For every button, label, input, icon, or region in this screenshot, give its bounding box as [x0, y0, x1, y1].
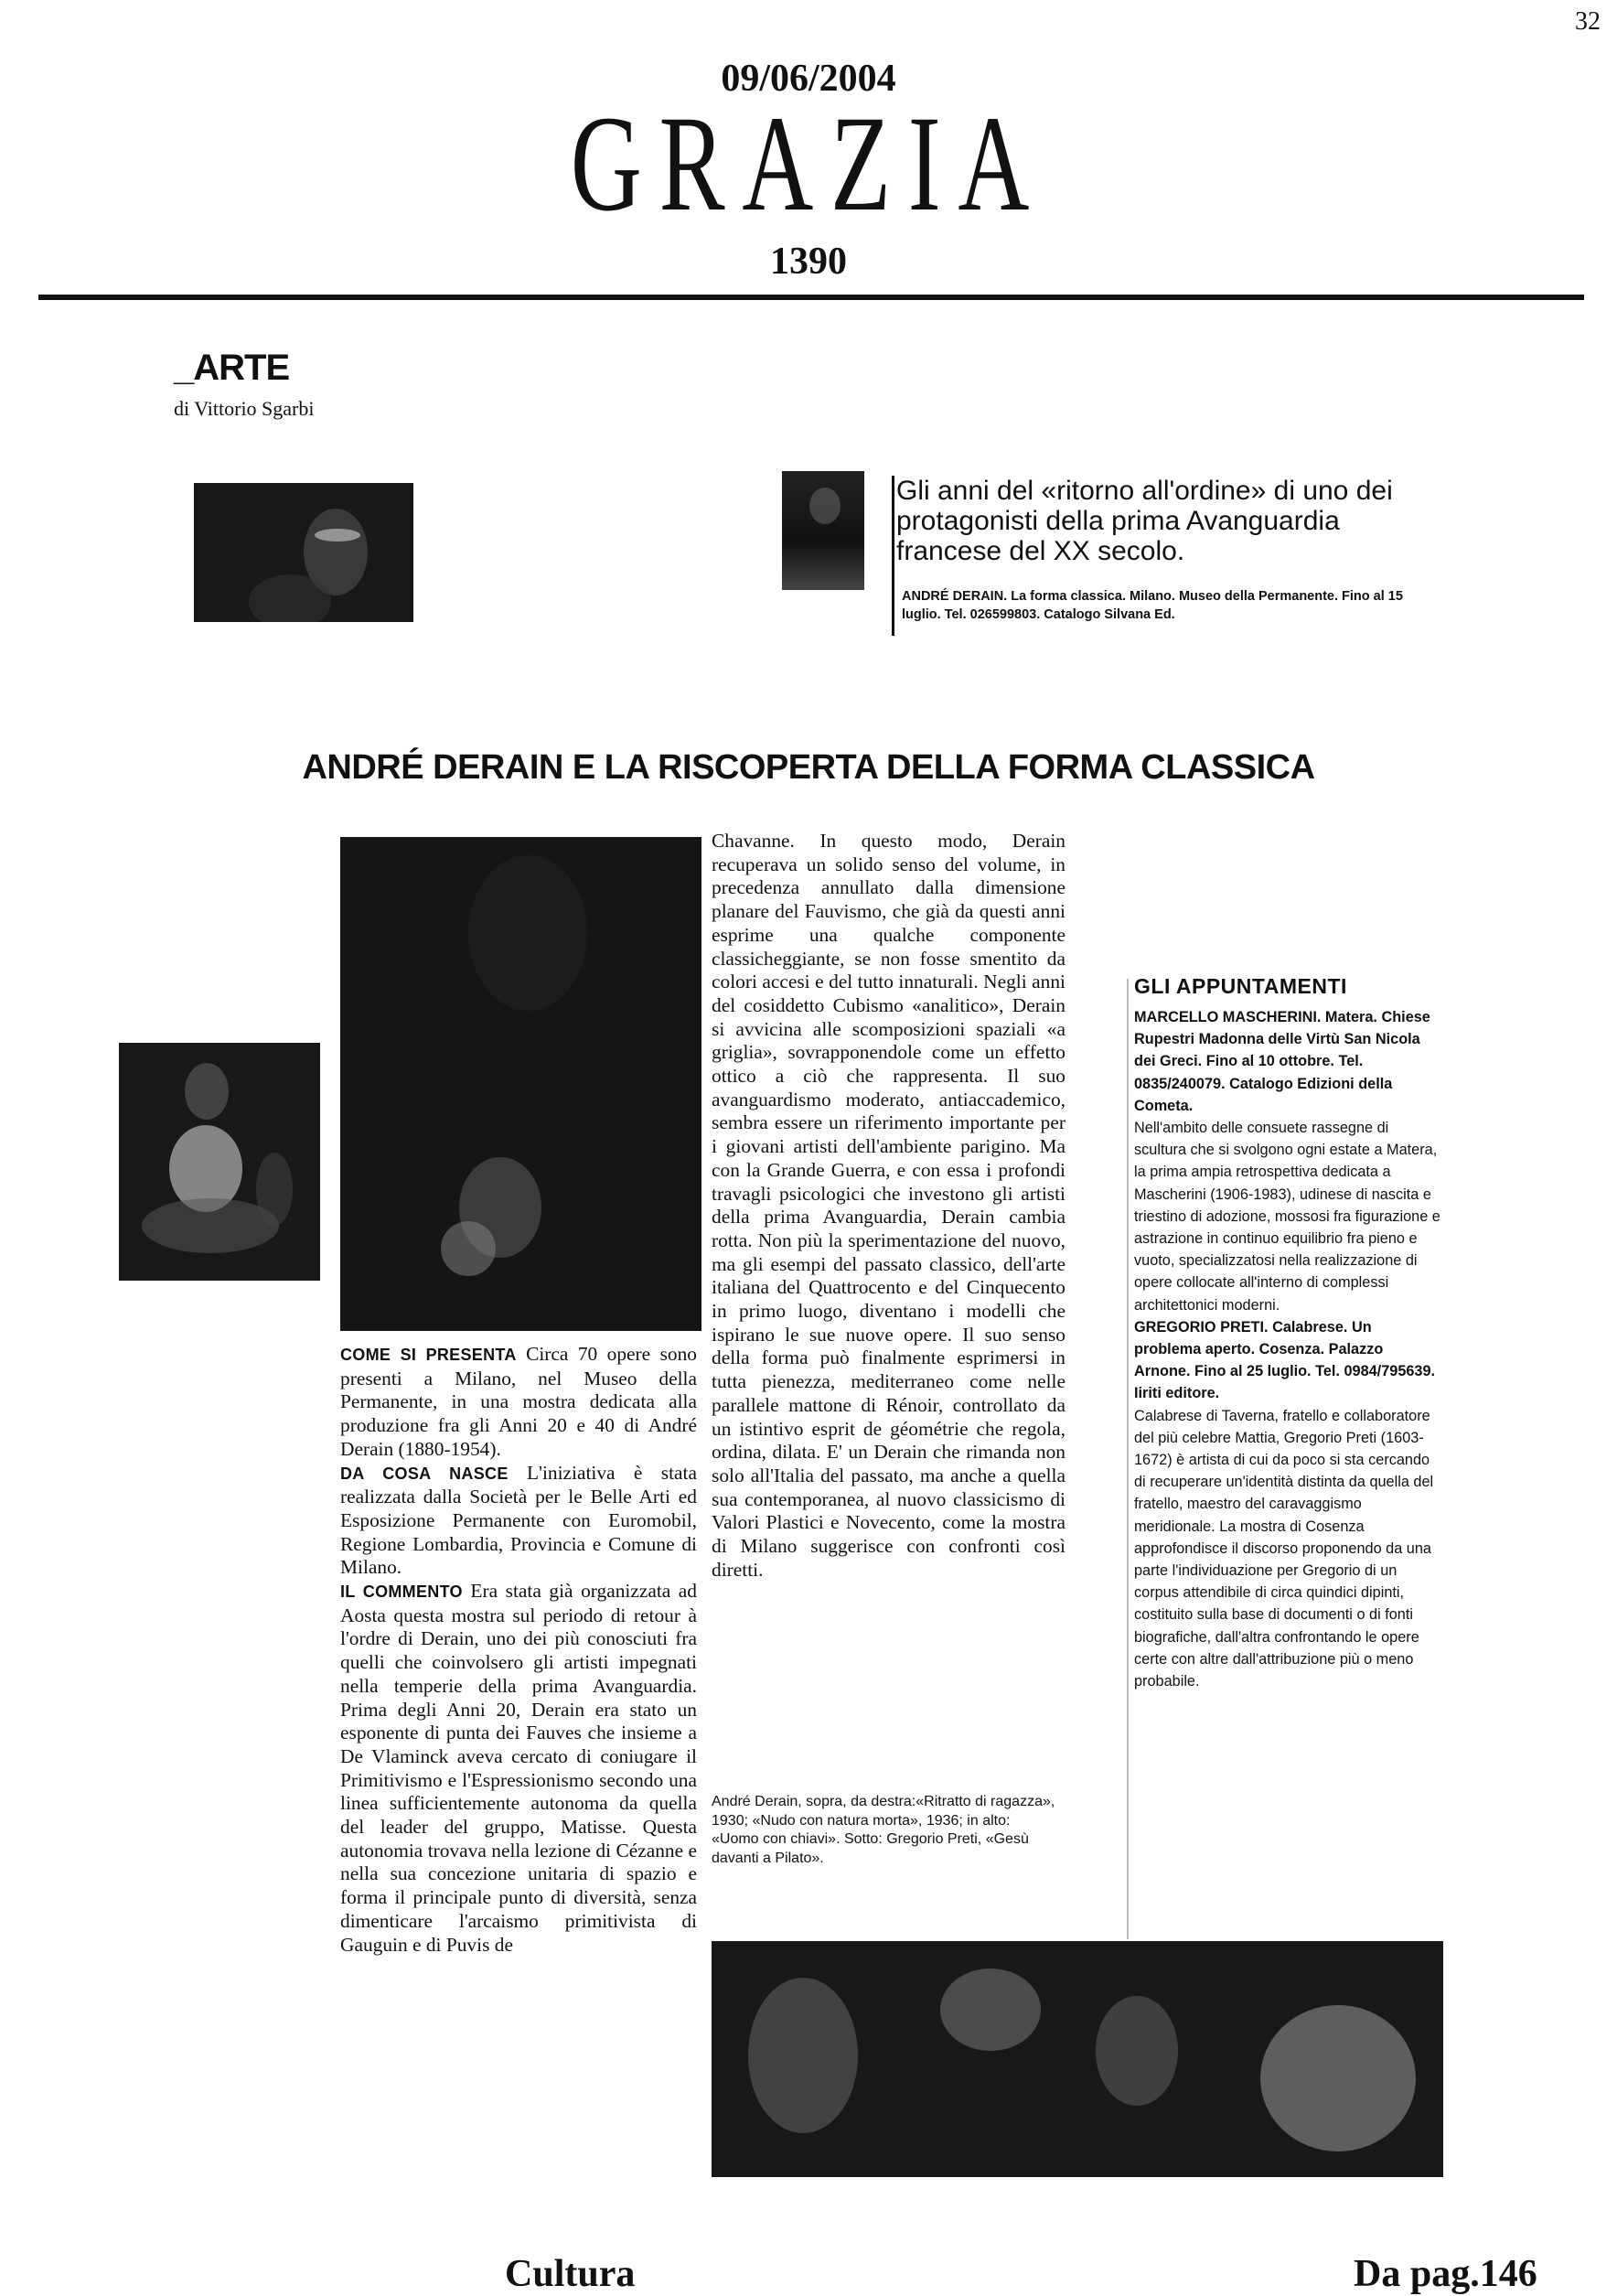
section-title: _ARTE [174, 348, 290, 388]
text-come-si-presenta: Circa 70 opere sono presenti a Milano, nel Museo della Permanente, in una mostra dedicata alla produzione fra gli Anni 20 e 40 di André Derain (1880-1954). [340, 1343, 697, 1460]
paragraph-il-commento [340, 1580, 697, 1957]
event-body-mascherini: Nell'ambito delle consuete rassegne di scultura che si svolgono ogni estate a Matera, la prima ampia retrospettiva dedicata a Mascherini (1906-1983), udinese di nascita e triestino di adozione, mossosi fra figurazione e astrazione in continuo equilibrio fra pieno e vuoto, specializzatosi nella realizzazione di opere collocate all'interno di complessi architettonici moderni. [1134, 1120, 1440, 1314]
footer-page-ref: Da pag.146 [1354, 2253, 1537, 2295]
image-caption: André Derain, sopra, da destra:«Ritratto di ragazza», 1930; «Nudo con natura morta», 1936; in alto: «Uomo con chiavi». Sotto: Gregorio Preti, «Gesù davanti a Pilato». [712, 1794, 1055, 1866]
text-il-commento: Era stata già organizzata ad Aosta questa mostra sul periodo di retour à l'ordre di Derain, uno dei più conosciuti fra quelli che coinvolsero gli artisti impegnati nella temperie della prima Avanguardia. Prima degli Anni 20, Derain era stato un esponente di punta dei Fauves che insieme a De Vlaminck aveva cercato di coniugare il Primitivismo e l'Espressionismo secondo una linea sufficientemente autonoma da quella del leader del gruppo, Matisse. Questa autonomia trovava nella lezione di Cézanne e nella sua concezione unitaria di spazio e forma il principale punto di diversità, senza dimenticare l'arcaismo primitivista di Gauguin e di Puvis de [340, 1580, 697, 1956]
painting-uomo-con-chiavi [782, 471, 887, 590]
lead-come-si-presenta: COME SI PRESENTA [340, 1346, 517, 1364]
page-number: 32 [1575, 7, 1601, 36]
article-headline: ANDRÉ DERAIN E LA RISCOPERTA DELLA FORMA CLASSICA [302, 748, 1315, 787]
events-list [1134, 1006, 1440, 1692]
article-column-middle: Chavanne. In questo modo, Derain recuperava un solido senso del volume, in precedenza annullato dalla dimensione planare del Fauvismo, che già da questi anni esprime una qualche componente classicheggiante, se non fosse smentito da colori accesi e del tutto innaturali. Negli anni del cosiddetto Cubismo «analitico», Derain si avvicina alle scomposizioni spaziali «a griglia», sovrapponendole come un effetto ottico a ciò che rappresenta. Il suo avanguardismo moderato, antiaccademico, sembra essere un riferimento importante per i giovani artisti dell'ambiente parigino. Ma con la Grande Guerra, e con essa i profondi travagli psicologici che investono gli artisti della prima Avanguardia, Derain cambia rotta. Non più la sperimentazione del nuovo, ma gli esempi del passato classico, dell'arte italiana del Quattrocento e del Cinquecento in primo luogo, diventano i modelli che ispirano le sue nuove opere. Il suo senso della forma può finalmente esprimersi in tutta pienezza, mediterraneo come nelle parallele mattone di Rénoir, controllato da un istintivo esprit de géométrie che regola, ordina, dilata. E' un Derain che rimanda non solo all'Italia del passato, ma anche a quella sua contemporanea, al nuovo classicismo di Valori Plastici e Novecento, come la mostra di Milano suggerisce con confronti così diretti. [712, 830, 1066, 1581]
painting-ritratto-di-ragazza [340, 837, 701, 1331]
issue-number: 1390 [770, 241, 847, 283]
events-rule [1127, 979, 1129, 1939]
author-photo [194, 483, 413, 622]
article-column-left [340, 1343, 697, 1957]
masthead: GRAZIA [570, 88, 1047, 240]
text-da-cosa-nasce: L'iniziativa è stata realizzata dalla Società per le Belle Arti ed Esposizione Permanente con Euromobil, Regione Lombardia, Provincia e Comune di Milano. [340, 1461, 697, 1579]
summary-text: Gli anni del «ritorno all'ordine» di uno dei protagonisti della prima Avanguardia francese del XX secolo. [896, 476, 1393, 566]
event-heading-preti: GREGORIO PRETI. Calabrese. Un problema aperto. Cosenza. Palazzo Arnone. Fino al 25 luglio. Tel. 0984/795639. Iiriti editore. [1134, 1318, 1436, 1402]
lead-il-commento: IL COMMENTO [340, 1583, 463, 1602]
lead-da-cosa-nasce: DA COSA NASCE [340, 1464, 509, 1483]
paragraph-come-si-presenta [340, 1343, 697, 1462]
byline: di Vittorio Sgarbi [174, 397, 315, 420]
exhibition-info: ANDRÉ DERAIN. La forma classica. Milano. Museo della Permanente. Fino al 15 luglio. Tel. 026599803. Catalogo Silvana Ed. [902, 589, 1403, 622]
event-body-preti: Calabrese di Taverna, fratello e collaboratore del più celebre Mattia, Gregorio Preti (1603-1672) è artista di cui da poco si sta cercando di recuperare un'identità distinta da quella del fratello, maestro del caravaggismo meridionale. La mostra di Cosenza approfondisce il discorso proponendo da una parte l'individuazione per Gregorio di un corpus attendibile di circa quindici dipinti, costituito sulla base di documenti o di fonti biografiche, dall'altra confrontando le opere certe con altre dall'attribuzione più o meno probabile. [1134, 1407, 1434, 1690]
events-title: GLI APPUNTAMENTI [1134, 974, 1347, 998]
event-heading-mascherini: MARCELLO MASCHERINI. Matera. Chiese Rupestri Madonna delle Virtù San Nicola dei Greci. Fino al 10 ottobre. Tel. 0835/240079. Catalogo Edizioni della Cometa. [1134, 1009, 1430, 1114]
painting-gesu-davanti-a-pilato [712, 1941, 1443, 2177]
paragraph-da-cosa-nasce [340, 1462, 697, 1581]
header-divider [38, 295, 1584, 300]
summary-rule [892, 476, 894, 636]
painting-nudo-con-natura-morta [119, 1043, 320, 1281]
footer-section: Cultura [505, 2253, 636, 2295]
publication-date: 09/06/2004 [721, 58, 896, 100]
